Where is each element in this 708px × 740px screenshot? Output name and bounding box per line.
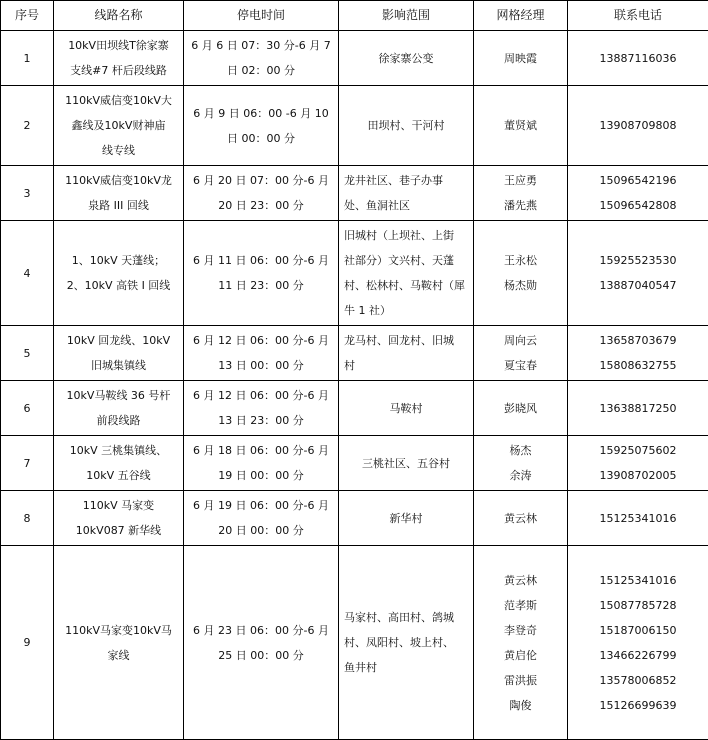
line-name-cell-line: 10kV 回龙线、10kV	[59, 328, 178, 353]
phone-cell-line: 13908709808	[573, 113, 703, 138]
table-row	[1, 166, 708, 221]
grid-manager-cell-line: 彭晓风	[479, 396, 562, 421]
phone-cell-line: 13887040547	[573, 273, 703, 298]
row-number: 5	[1, 326, 54, 381]
line-name-cell	[54, 31, 184, 86]
line-name-cell	[54, 326, 184, 381]
scope-cell	[339, 326, 474, 381]
line-name-cell-line: 1、10kV 天蓬线；	[59, 248, 178, 273]
line-name-cell	[54, 166, 184, 221]
grid-manager-cell-line: 杨杰	[479, 438, 562, 463]
scope-cell	[339, 31, 474, 86]
outage-time-cell-line: 11 日 23：00 分	[189, 273, 333, 298]
table-row	[1, 326, 708, 381]
phone-cell	[568, 166, 708, 221]
header-line-name: 线路名称	[54, 1, 184, 31]
outage-time-cell-line: 6 月 20 日 07：00 分-6 月	[189, 168, 333, 193]
line-name-cell-line: 支线#7 杆后段线路	[59, 58, 178, 83]
table-row	[1, 546, 708, 740]
phone-cell	[568, 326, 708, 381]
grid-manager-cell	[474, 166, 568, 221]
outage-time-cell-line: 日 02：00 分	[189, 58, 333, 83]
line-name-cell-line: 线专线	[59, 138, 178, 163]
scope-cell-line: 龙井社区、巷子办事	[344, 168, 468, 193]
outage-time-cell-line: 6 月 6 日 07：30 分-6 月 7	[189, 33, 333, 58]
phone-cell-line: 15187006150	[573, 618, 703, 643]
outage-time-cell-line: 日 00：00 分	[189, 126, 333, 151]
outage-time-cell	[184, 326, 339, 381]
phone-cell-line: 13638817250	[573, 396, 703, 421]
grid-manager-cell-line: 黄云林	[479, 506, 562, 531]
row-number: 1	[1, 31, 54, 86]
scope-cell-line: 龙马村、回龙村、旧城	[344, 328, 468, 353]
grid-manager-cell	[474, 491, 568, 546]
row-number: 6	[1, 381, 54, 436]
outage-time-cell-line: 6 月 12 日 06：00 分-6 月	[189, 328, 333, 353]
row-number: 2	[1, 86, 54, 166]
phone-cell-line: 15087785728	[573, 593, 703, 618]
outage-time-cell-line: 13 日 23：00 分	[189, 408, 333, 433]
row-number: 8	[1, 491, 54, 546]
row-number: 7	[1, 436, 54, 491]
grid-manager-cell-line: 董贤斌	[479, 113, 562, 138]
outage-time-cell	[184, 166, 339, 221]
scope-cell-line: 牛 1 社）	[344, 298, 468, 323]
scope-cell-line: 处、鱼洞社区	[344, 193, 468, 218]
line-name-cell-line: 110kV威信变10kV大	[59, 88, 178, 113]
outage-time-cell-line: 20 日 00：00 分	[189, 518, 333, 543]
grid-manager-cell	[474, 31, 568, 86]
row-number: 9	[1, 546, 54, 740]
header-no: 序号	[1, 1, 54, 31]
phone-cell-line: 15925075602	[573, 438, 703, 463]
grid-manager-cell-line: 王永松	[479, 248, 562, 273]
outage-time-cell-line: 19 日 00：00 分	[189, 463, 333, 488]
outage-time-cell	[184, 221, 339, 326]
phone-cell	[568, 31, 708, 86]
outage-time-cell-line: 13 日 00：00 分	[189, 353, 333, 378]
line-name-cell-line: 110kV马家变10kV马	[59, 618, 178, 643]
line-name-cell-line: 10kV 三桃集镇线、	[59, 438, 178, 463]
phone-cell-line: 15126699639	[573, 693, 703, 718]
header-grid-manager: 网格经理	[474, 1, 568, 31]
line-name-cell-line: 110kV威信变10kV龙	[59, 168, 178, 193]
scope-cell	[339, 86, 474, 166]
row-number: 4	[1, 221, 54, 326]
line-name-cell	[54, 221, 184, 326]
phone-cell-line: 13908702005	[573, 463, 703, 488]
grid-manager-cell-line: 黄云林	[479, 568, 562, 593]
line-name-cell-line: 10kV田坝线T徐家寨	[59, 33, 178, 58]
phone-cell	[568, 436, 708, 491]
outage-time-cell-line: 6 月 11 日 06：00 分-6 月	[189, 248, 333, 273]
outage-time-cell	[184, 491, 339, 546]
phone-cell-line: 13658703679	[573, 328, 703, 353]
phone-cell-line: 13578006852	[573, 668, 703, 693]
phone-cell-line: 15125341016	[573, 568, 703, 593]
grid-manager-cell-line: 李登奇	[479, 618, 562, 643]
scope-cell-line: 徐家寨公变	[344, 46, 468, 71]
line-name-cell-line: 2、10kV 高铁 I 回线	[59, 273, 178, 298]
line-name-cell	[54, 86, 184, 166]
line-name-cell	[54, 491, 184, 546]
table-row	[1, 31, 708, 86]
phone-cell-line: 15925523530	[573, 248, 703, 273]
outage-time-cell-line: 6 月 12 日 06：00 分-6 月	[189, 383, 333, 408]
line-name-cell-line: 家线	[59, 643, 178, 668]
outage-time-cell	[184, 381, 339, 436]
outage-time-cell	[184, 86, 339, 166]
grid-manager-cell	[474, 436, 568, 491]
table-row	[1, 86, 708, 166]
scope-cell	[339, 546, 474, 740]
phone-cell	[568, 86, 708, 166]
scope-cell-line: 鱼井村	[344, 655, 468, 680]
row-number: 3	[1, 166, 54, 221]
line-name-cell-line: 10kV087 新华线	[59, 518, 178, 543]
scope-cell-line: 新华村	[344, 506, 468, 531]
line-name-cell-line: 前段线路	[59, 408, 178, 433]
table-row	[1, 491, 708, 546]
grid-manager-cell-line: 杨杰勋	[479, 273, 562, 298]
outage-time-cell-line: 20 日 23：00 分	[189, 193, 333, 218]
line-name-cell	[54, 546, 184, 740]
line-name-cell-line: 10kV马鞍线 36 号杆	[59, 383, 178, 408]
scope-cell-line: 旧城村（上坝社、上街	[344, 223, 468, 248]
phone-cell-line: 15096542196	[573, 168, 703, 193]
phone-cell-line: 15125341016	[573, 506, 703, 531]
outage-time-cell-line: 6 月 19 日 06：00 分-6 月	[189, 493, 333, 518]
scope-cell	[339, 381, 474, 436]
scope-cell	[339, 436, 474, 491]
line-name-cell-line: 鑫线及10kV财神庙	[59, 113, 178, 138]
grid-manager-cell-line: 夏宝春	[479, 353, 562, 378]
scope-cell	[339, 166, 474, 221]
table-row	[1, 381, 708, 436]
outage-time-cell	[184, 436, 339, 491]
outage-time-cell-line: 6 月 18 日 06：00 分-6 月	[189, 438, 333, 463]
line-name-cell-line: 10kV 五谷线	[59, 463, 178, 488]
phone-cell	[568, 381, 708, 436]
outage-time-cell	[184, 31, 339, 86]
table-row	[1, 436, 708, 491]
grid-manager-cell-line: 周向云	[479, 328, 562, 353]
phone-cell-line: 15808632755	[573, 353, 703, 378]
phone-cell-line: 13466226799	[573, 643, 703, 668]
grid-manager-cell-line: 周映霞	[479, 46, 562, 71]
scope-cell-line: 马家村、高田村、鸽城	[344, 605, 468, 630]
table-row	[1, 221, 708, 326]
grid-manager-cell-line: 余涛	[479, 463, 562, 488]
grid-manager-cell	[474, 381, 568, 436]
outage-time-cell	[184, 546, 339, 740]
grid-manager-cell-line: 潘先燕	[479, 193, 562, 218]
line-name-cell-line: 110kV 马家变	[59, 493, 178, 518]
line-name-cell	[54, 381, 184, 436]
scope-cell-line: 马鞍村	[344, 396, 468, 421]
phone-cell	[568, 546, 708, 740]
outage-time-cell-line: 6 月 9 日 06：00 -6 月 10	[189, 101, 333, 126]
scope-cell-line: 村	[344, 353, 468, 378]
scope-cell	[339, 491, 474, 546]
scope-cell-line: 田坝村、干河村	[344, 113, 468, 138]
scope-cell-line: 社部分）文兴村、天蓬	[344, 248, 468, 273]
header-phone: 联系电话	[568, 1, 708, 31]
scope-cell-line: 三桃社区、五谷村	[344, 451, 468, 476]
grid-manager-cell-line: 黄启伦	[479, 643, 562, 668]
line-name-cell-line: 旧城集镇线	[59, 353, 178, 378]
grid-manager-cell	[474, 86, 568, 166]
grid-manager-cell-line: 范孝斯	[479, 593, 562, 618]
phone-cell	[568, 491, 708, 546]
outage-time-cell-line: 6 月 23 日 06：00 分-6 月	[189, 618, 333, 643]
phone-cell-line: 13887116036	[573, 46, 703, 71]
line-name-cell-line: 泉路 III 回线	[59, 193, 178, 218]
header-scope: 影响范围	[339, 1, 474, 31]
grid-manager-cell-line: 陶俊	[479, 693, 562, 718]
phone-cell	[568, 221, 708, 326]
header-outage-time: 停电时间	[184, 1, 339, 31]
grid-manager-cell-line: 王应勇	[479, 168, 562, 193]
table-body	[1, 31, 708, 740]
scope-cell	[339, 221, 474, 326]
grid-manager-cell-line: 雷洪振	[479, 668, 562, 693]
scope-cell-line: 村、凤阳村、坡上村、	[344, 630, 468, 655]
grid-manager-cell	[474, 546, 568, 740]
grid-manager-cell	[474, 221, 568, 326]
grid-manager-cell	[474, 326, 568, 381]
outage-time-cell-line: 25 日 00：00 分	[189, 643, 333, 668]
phone-cell-line: 15096542808	[573, 193, 703, 218]
table-header-row	[1, 1, 708, 31]
scope-cell-line: 村、松林村、马鞍村（犀	[344, 273, 468, 298]
line-name-cell	[54, 436, 184, 491]
